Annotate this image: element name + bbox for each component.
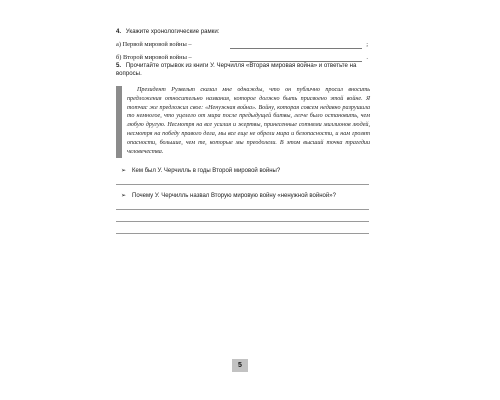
answer-row-second-war [116,53,368,62]
answer-line[interactable] [116,209,369,210]
answer-label-first-war: а) Первой мировой войны – [116,41,192,48]
answer-end-mark: . [366,54,368,61]
task-4-prompt [116,28,368,36]
question-1-text: Кем был У. Черчилль в годы Второй мировой войны? [132,168,281,174]
task-4-text: Укажите хронологические рамки: [125,28,220,35]
quote-bar [116,86,122,158]
task-5-text: Прочитайте отрывок из книги У. Черчилля «Вторая мировая война» и ответьте на вопросы. [116,62,357,77]
answer-end-mark: ; [366,41,368,48]
answer-line[interactable] [116,221,369,222]
answer-line-first-war[interactable] [230,48,362,49]
answer-line[interactable] [116,233,369,234]
task-5-number: 5. [116,62,122,69]
arrow-bullet-icon: ➢ [121,193,127,199]
answer-row-first-war [116,40,368,49]
arrow-bullet-icon: ➢ [121,168,127,174]
question-2-text: Почему У. Черчилль назвал Вторую мировую войну «ненужной войной»? [132,193,336,199]
answer-line[interactable] [116,184,369,185]
page-number: 5 [232,359,248,372]
task-4-number: 4. [116,28,122,35]
question-2 [121,192,371,200]
answer-label-second-war: б) Второй мировой войны – [116,54,192,61]
question-1 [121,167,371,175]
churchill-quote: Президент Рузвельт сказал мне однажды, что он публично просил вносить предложения относительно названия, которое должно быть присвоено этой войне. Я тотчас же предложил свое: «Ненужная война». Войну, которая совсем недавно разрушила то немногое, что уцелело от мира после предыдущей битвы, легче было остановить, чем любую другую. Несмотря на все усилия и жертвы, принесенные сотнями миллионов людей, несмотря на победу правого дела, мы все еще не обрели мира и безопасности, и нам грозят опасности, большие, чем те, которые мы преодолели. В этом высший точка трагедии человечества. [127,87,370,155]
task-5-prompt [116,62,368,78]
